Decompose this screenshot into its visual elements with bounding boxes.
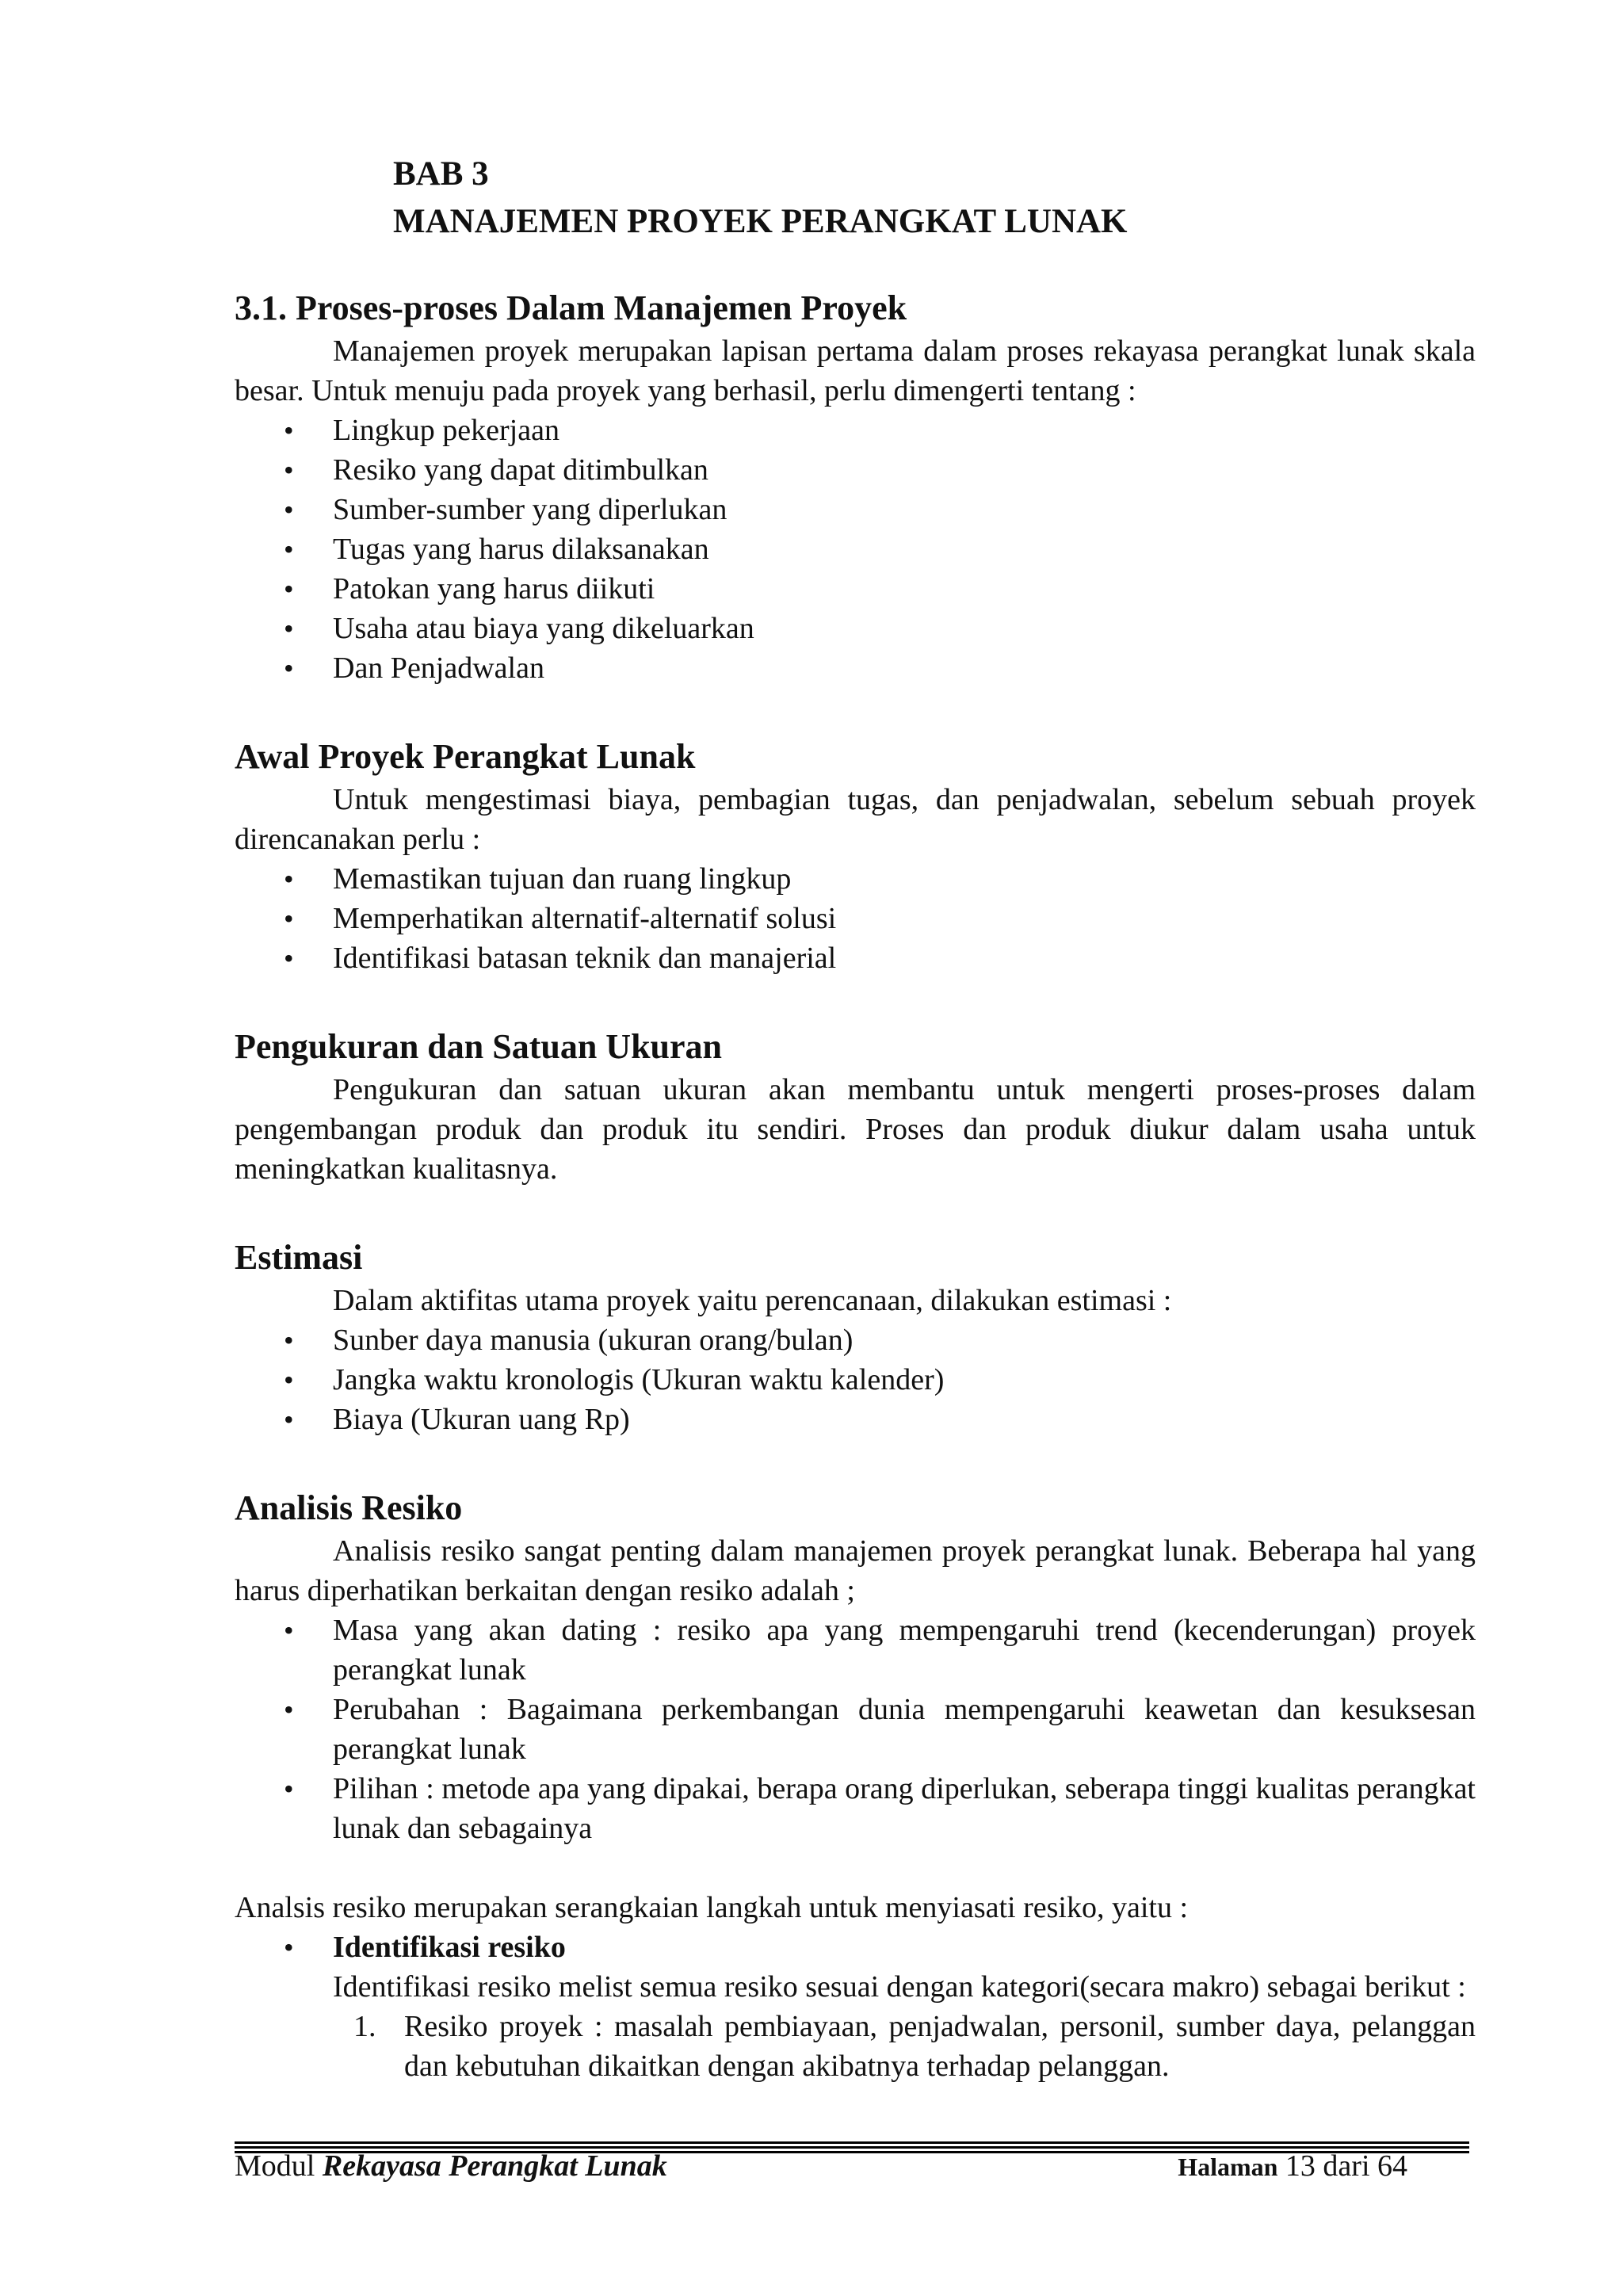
bullet-icon	[284, 1690, 307, 1729]
section-paragraph: Analisis resiko sangat penting dalam manajemen proyek perangkat lunak. Beberapa hal yang harus diperhatikan berkaitan dengan resiko adalah ;	[235, 1534, 1476, 1607]
item-description-block	[235, 1967, 1476, 2007]
numbered-list	[235, 2007, 1476, 2086]
footer-page-label: Halaman	[1178, 2153, 1278, 2181]
bullet-icon	[284, 411, 307, 450]
footer-module	[235, 2146, 667, 2186]
bullet-icon	[284, 1610, 307, 1650]
bullet-list	[235, 1610, 1476, 1848]
list-item: • Dan Penjadwalan	[235, 648, 1476, 688]
bullet-list	[235, 411, 1476, 688]
list-item: • Perubahan : Bagaimana perkembangan dunia mempengaruhi keawetan dan kesuksesan perangkat lunak	[235, 1690, 1476, 1769]
item-number: 1.	[353, 2010, 376, 2043]
bullet-icon	[284, 609, 307, 648]
section-paragraph: Pengukuran dan satuan ukuran akan membantu untuk mengerti proses-proses dalam pengembangan produk dan produk itu sendiri. Proses dan produk diukur dalam usaha untuk meningkatkan kualitasnya.	[235, 1073, 1476, 1186]
section-paragraph: Manajemen proyek merupakan lapisan pertama dalam proses rekayasa perangkat lunak skala besar. Untuk menuju pada proyek yang berhasil, perlu dimengerti tentang :	[235, 334, 1476, 407]
list-item: • Sumber-sumber yang diperlukan	[235, 490, 1476, 529]
list-item: • Memastikan tujuan dan ruang lingkup	[235, 859, 1476, 899]
bullet-icon	[284, 899, 307, 938]
list-item: • Jangka waktu kronologis (Ukuran waktu kalender)	[235, 1360, 1476, 1400]
section-heading: 3.1. Proses-proses Dalam Manajemen Proyek	[235, 288, 907, 327]
bullet-icon	[284, 450, 307, 490]
section-heading: Analisis Resiko	[235, 1488, 463, 1527]
chapter-number: BAB 3	[393, 155, 489, 193]
list-item: • Memperhatikan alternatif-alternatif solusi	[235, 899, 1476, 938]
bullet-icon	[284, 490, 307, 529]
section-paragraph: Dalam aktifitas utama proyek yaitu perencanaan, dilakukan estimasi :	[333, 1284, 1172, 1317]
section-heading: Estimasi	[235, 1238, 363, 1277]
list-item: • Masa yang akan dating : resiko apa yang mempengaruhi trend (kecenderungan) proyek perangkat lunak	[235, 1610, 1476, 1690]
item-description: Identifikasi resiko melist semua resiko sesuai dengan kategori(secara makro) sebagai berikut :	[333, 1970, 1466, 2004]
bullet-icon	[284, 1769, 307, 1809]
list-item: • Lingkup pekerjaan	[235, 411, 1476, 450]
page-content	[235, 151, 1476, 2086]
bullet-list	[235, 859, 1476, 978]
bullet-icon	[284, 648, 307, 688]
list-item: • Identifikasi batasan teknik dan manajerial	[235, 938, 1476, 978]
list-item: • Biaya (Ukuran uang Rp)	[235, 1400, 1476, 1439]
list-item	[235, 1927, 1476, 1967]
section-heading: Awal Proyek Perangkat Lunak	[235, 737, 696, 776]
list-item: • Sunber daya manusia (ukuran orang/bulan)	[235, 1320, 1476, 1360]
list-item: 1. Resiko proyek : masalah pembiayaan, penjadwalan, personil, sumber daya, pelanggan dan kebutuhan dikaitkan dengan akibatnya terhadap pelanggan.	[235, 2007, 1476, 2086]
list-item: • Pilihan : metode apa yang dipakai, berapa orang diperlukan, seberapa tinggi kualitas perangkat lunak dan sebagainya	[235, 1769, 1476, 1848]
bullet-icon	[284, 569, 307, 609]
bullet-icon	[284, 529, 307, 569]
bullet-list	[235, 1320, 1476, 1439]
footer-page-number	[1178, 2146, 1407, 2187]
bullet-icon	[284, 1320, 307, 1360]
analysis-intro: Analsis resiko merupakan serangkaian langkah untuk menyiasati resiko, yaitu :	[235, 1891, 1189, 1924]
bullet-icon	[284, 859, 307, 899]
bullet-icon	[284, 938, 307, 978]
list-item: • Patokan yang harus diikuti	[235, 569, 1476, 609]
list-item: • Tugas yang harus dilaksanakan	[235, 529, 1476, 569]
footer-title: Rekayasa Perangkat Lunak	[322, 2149, 667, 2183]
section-heading: Pengukuran dan Satuan Ukuran	[235, 1027, 723, 1066]
chapter-title: MANAJEMEN PROYEK PERANGKAT LUNAK	[393, 203, 1128, 240]
footer-page-value: 13 dari 64	[1285, 2149, 1407, 2183]
bullet-icon	[284, 1927, 307, 1967]
footer-prefix: Modul	[235, 2149, 315, 2183]
list-item: • Resiko yang dapat ditimbulkan	[235, 450, 1476, 490]
bullet-icon	[284, 1400, 307, 1439]
section-paragraph: Untuk mengestimasi biaya, pembagian tugas, dan penjadwalan, sebelum sebuah proyek direncanakan perlu :	[235, 783, 1476, 856]
bullet-icon	[284, 1360, 307, 1400]
item-title: Identifikasi resiko	[333, 1931, 566, 1964]
bullet-list	[235, 1927, 1476, 1967]
list-item: • Usaha atau biaya yang dikeluarkan	[235, 609, 1476, 648]
